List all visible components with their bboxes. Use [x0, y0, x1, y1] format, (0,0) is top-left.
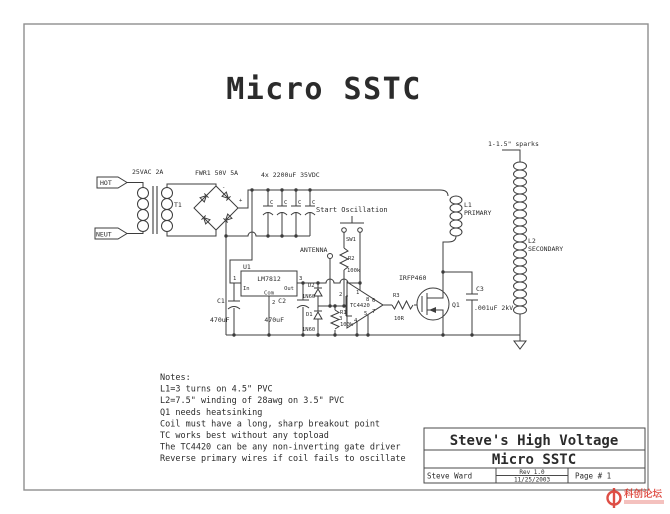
note-line: The TC4420 can be any non-inverting gate driver	[160, 442, 401, 453]
author-name: Steve Ward	[427, 471, 473, 481]
cap-c1	[210, 283, 240, 335]
regulator-part: LM7812	[257, 275, 281, 283]
regulator-ref: U1	[243, 263, 251, 271]
driver-pin5: 5	[364, 311, 368, 317]
primary-coil-l1	[443, 196, 491, 272]
transformer-t1	[127, 183, 182, 235]
svg-text:C: C	[284, 200, 288, 206]
svg-text:C: C	[298, 200, 302, 206]
r3-value: 10R	[394, 316, 404, 322]
r2-value: 100k	[347, 268, 361, 274]
resistor-r1	[331, 306, 354, 335]
project-name: Micro SSTC	[491, 452, 577, 468]
page-number: Page # 1	[575, 471, 612, 481]
driver-pin2: 2	[339, 292, 343, 298]
r3-ref: R3	[393, 293, 400, 299]
regulator-pin-out: Out	[284, 286, 294, 292]
driver-pin4: 4	[354, 318, 358, 324]
company-name: Steve's High Voltage	[449, 433, 619, 449]
d2-value: 1N60	[302, 294, 316, 300]
note-line: L2=7.5" winding of 28awg on 3.5" PVC	[160, 396, 345, 407]
filter-cap	[277, 190, 287, 236]
filter-cap-bank	[261, 171, 320, 236]
q1-ref-label: Q1	[452, 301, 460, 309]
l1-name: PRIMARY	[464, 209, 492, 217]
l1-ref: L1	[464, 201, 472, 209]
resistor-r3	[383, 293, 417, 322]
driver-pin7: 7	[372, 309, 376, 315]
title-block	[424, 428, 645, 484]
watermark	[608, 488, 665, 508]
driver-pin1: 1	[356, 290, 360, 296]
notes-block	[160, 373, 406, 464]
driver-part: TC4420	[350, 303, 370, 309]
d1-ref: D1	[306, 312, 313, 318]
watermark-fineprint	[624, 500, 664, 504]
filter-cap	[305, 190, 315, 236]
revision: Rev 1.0	[519, 469, 545, 476]
l2-ref: L2	[528, 237, 536, 245]
d1-value: 1N60	[302, 327, 316, 333]
svg-text:C: C	[270, 200, 274, 206]
regulator-pin2-num: 2	[272, 300, 276, 306]
c2-value: 470uF	[264, 316, 284, 324]
regulator-u1	[230, 190, 302, 335]
note-line: TC works best without any topload	[160, 431, 329, 441]
sw1-ref: SW1	[346, 237, 356, 243]
d2-ref: D2	[308, 283, 315, 289]
l2-name: SECONDARY	[528, 245, 564, 253]
transformer-ref-label: T1	[174, 201, 182, 209]
clamp-diode-d1	[302, 306, 322, 335]
driver-pin6: 6	[372, 298, 376, 304]
driver-pin3: 3	[339, 316, 343, 322]
regulator-pin-in: In	[243, 286, 250, 292]
rectifier-plus-mark: +	[239, 198, 243, 204]
notes-heading: Notes:	[160, 373, 191, 383]
r1-ref: R1	[340, 310, 347, 316]
resistor-r2	[340, 248, 361, 306]
c1-value: 470uF	[210, 316, 230, 324]
rectifier-label: FWR1 50V 5A	[195, 169, 239, 177]
filter-caps-label: 4x 2200uF 35VDC	[261, 171, 320, 179]
date: 11/25/2003	[513, 476, 551, 484]
note-line: Coil must have a long, sharp breakout point	[160, 419, 381, 430]
svg-text:C: C	[312, 200, 316, 206]
filter-cap	[291, 190, 301, 236]
r2-ref: R2	[348, 256, 355, 262]
note-line: Q1 needs heatsinking	[160, 407, 263, 418]
c2-ref: C2	[278, 297, 286, 305]
note-line: L1=3 turns on 4.5" PVC	[160, 384, 273, 395]
sparks-label: 1-1.5" sparks	[488, 140, 539, 148]
r1-value: 100k	[340, 322, 354, 328]
hot-terminal-label: HOT	[100, 179, 112, 187]
neut-terminal-label: NEUT	[96, 230, 112, 239]
c3-ref: C3	[476, 285, 484, 293]
c3-value: .001uF 2kV	[474, 304, 514, 312]
driver-pin8: 8	[366, 297, 370, 303]
note-line: Reverse primary wires if coil fails to oscillate	[160, 454, 406, 465]
rectifier-minus-mark: -	[222, 185, 226, 191]
antenna-label: ANTENNA	[300, 246, 328, 254]
regulator-pin-com: Com	[264, 290, 274, 297]
ac-rating-label: 25VAC 2A	[132, 168, 164, 176]
start-oscillation-label: Start Oscillation	[316, 206, 388, 214]
watermark-text: 科创论坛	[624, 489, 663, 500]
q1-part-label: IRFP460	[399, 274, 427, 282]
page-title: Micro SSTC	[226, 72, 422, 107]
clamp-diode-d2	[302, 283, 322, 306]
c1-ref: C1	[217, 297, 225, 305]
regulator-pin3-num: 3	[299, 276, 303, 282]
ground-symbol	[514, 335, 526, 349]
filter-cap	[263, 190, 273, 236]
regulator-pin1-num: 1	[233, 276, 237, 282]
